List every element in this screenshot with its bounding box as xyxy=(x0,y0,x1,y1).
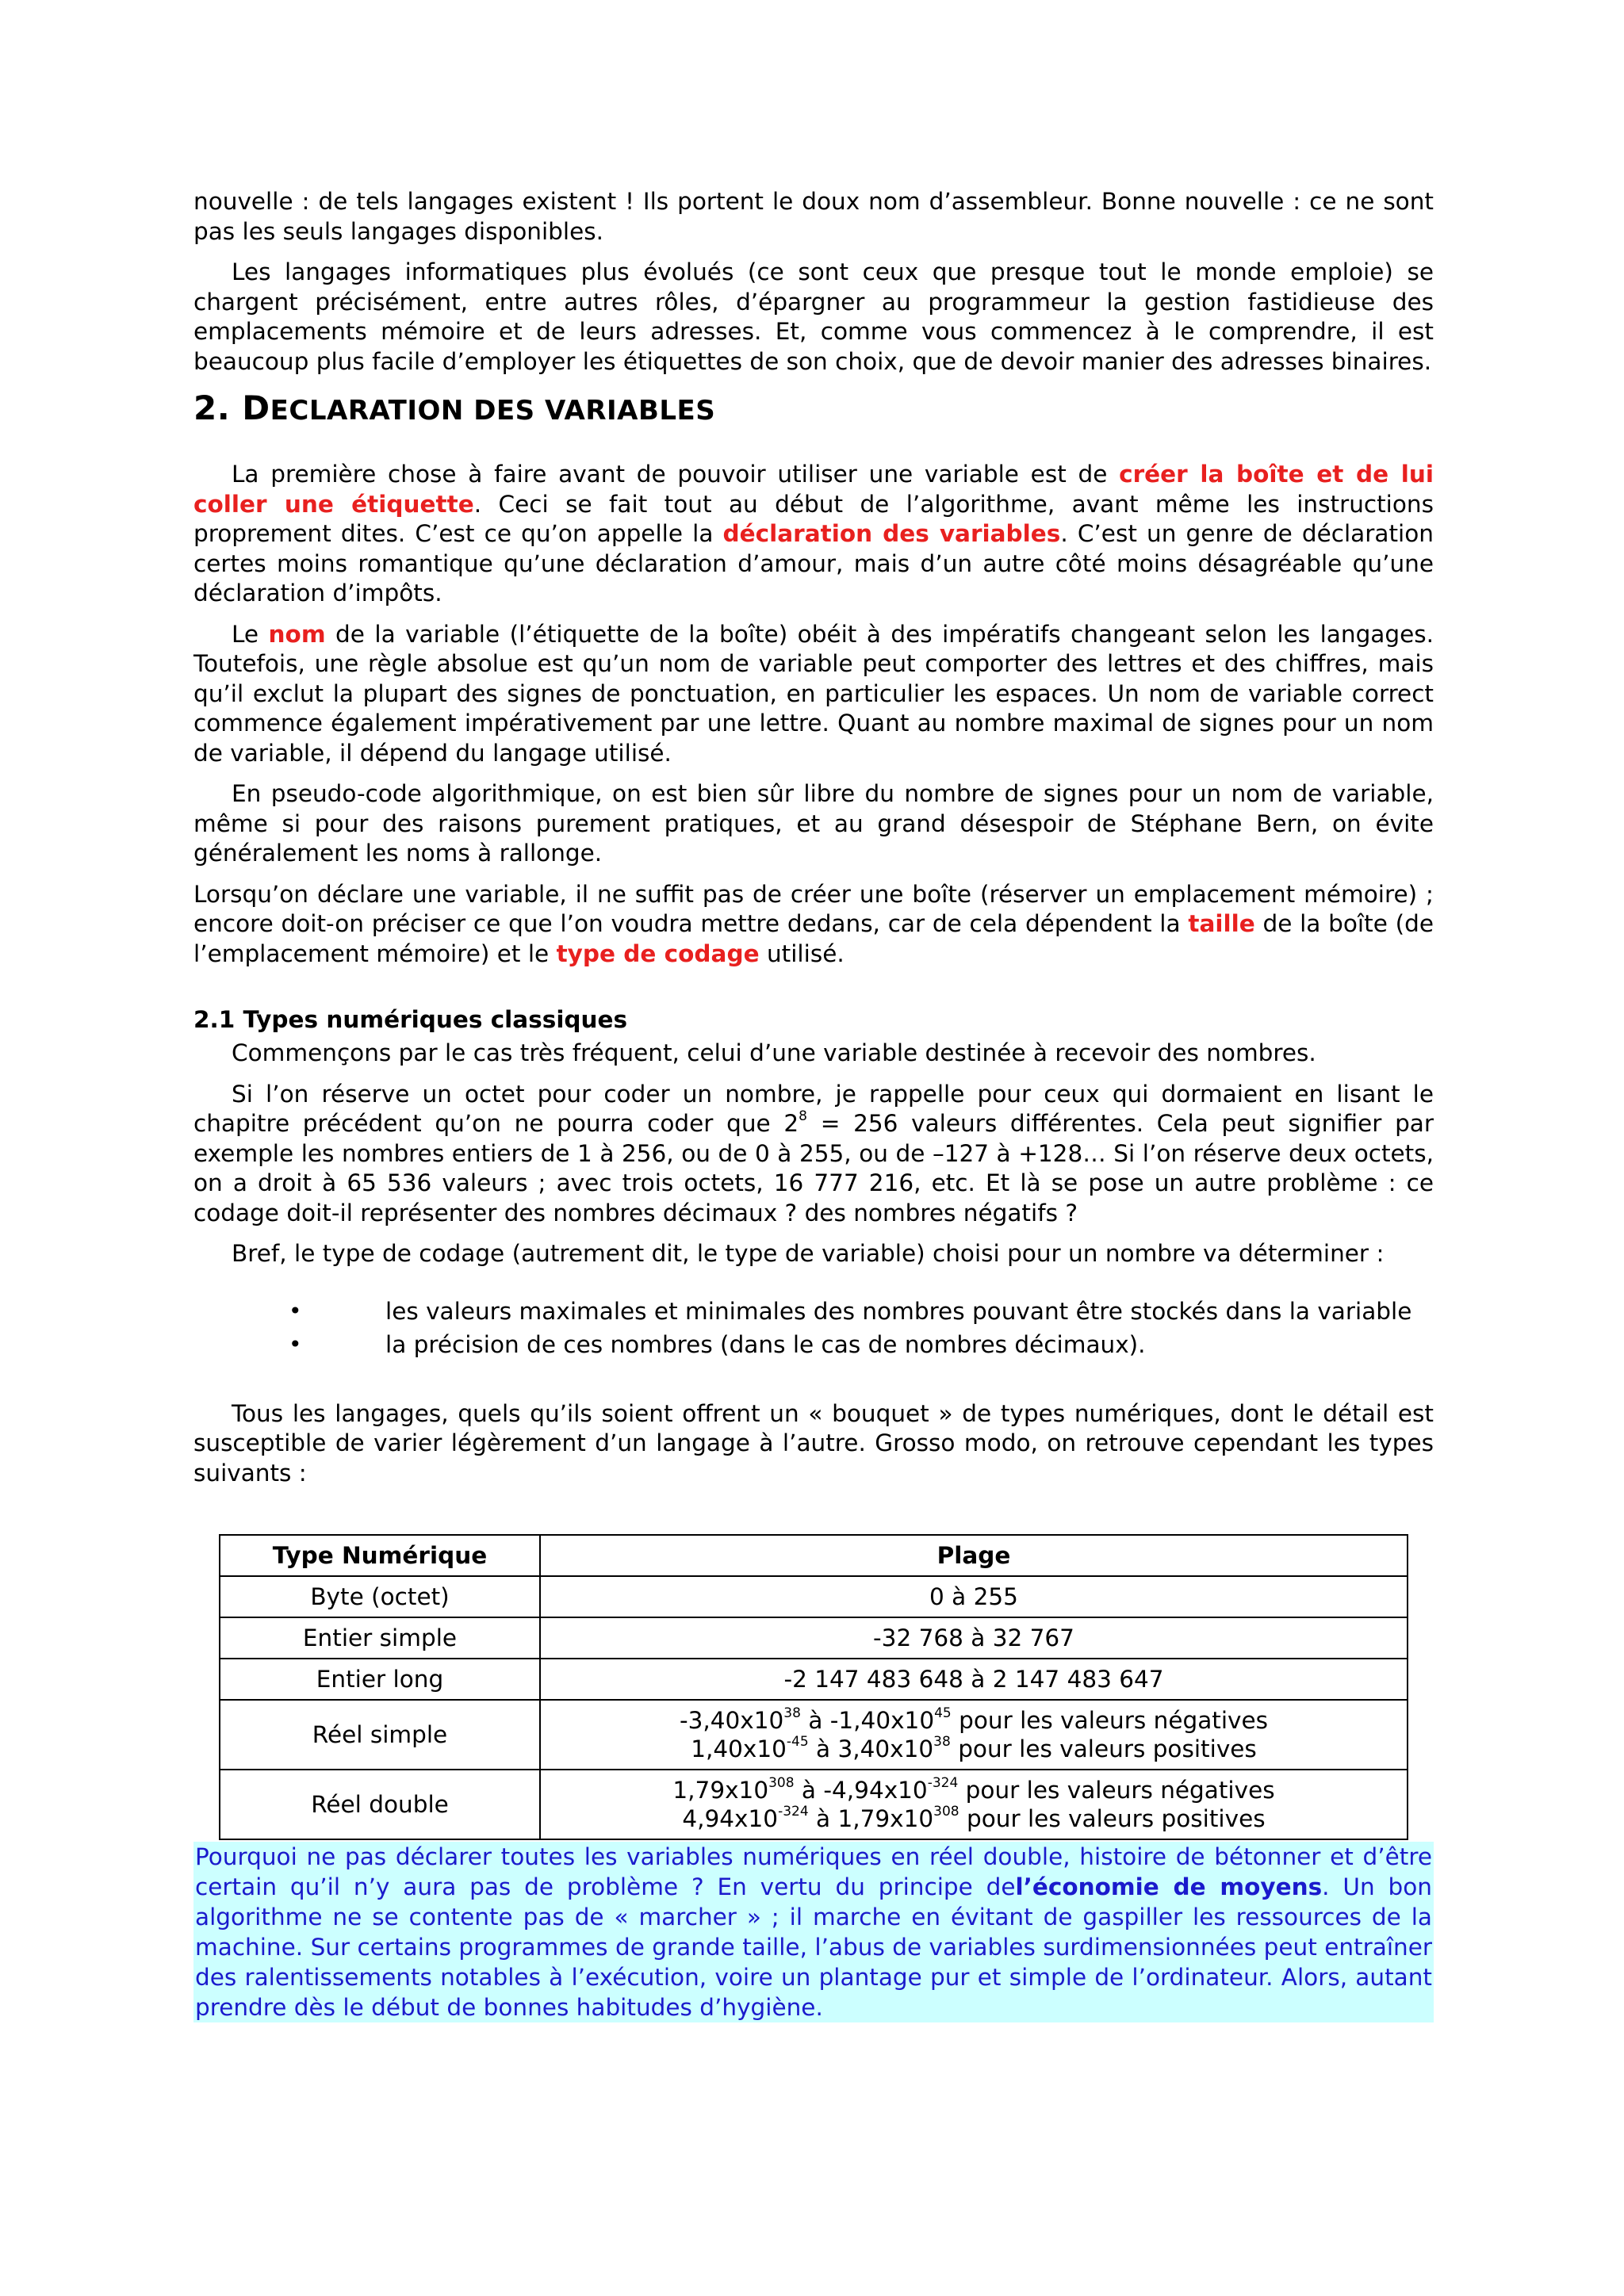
table-row: Réel simple $-3,40x10^{38}$ à $-1,40x10^{45}$ pour les valeurs négatives $1,40x10^{-45}$ à $3,40x10^{38}$ pour les valeurs positives xyxy=(220,1700,1408,1770)
section-heading xyxy=(193,388,1434,431)
highlight-nom: nom xyxy=(268,620,326,648)
table-row: Entier long -2 147 483 648 à 2 147 483 647 xyxy=(220,1659,1408,1700)
table-row: Byte (octet) 0 à 255 xyxy=(220,1576,1408,1617)
highlight-creer-boite: créer la boîte et de lui coller une étiquette xyxy=(193,461,1434,518)
paragraph-intro-2: Les langages informatiques plus évolués (ce sont ceux que presque tout le monde emploie) se chargent précisément, entre autres rôles, d’épargner au programmeur la gestion fastidieuse des emplacements mémoire et de leurs adresses. Et, comme vous commencez à le comprendre, il est beaucoup plus facile d’employer les étiquettes de son choix, que de devoir manier des adresses binaires. xyxy=(193,258,1434,375)
bullet-icon: • xyxy=(289,1297,302,1324)
highlight-declaration: déclaration des variables xyxy=(722,520,1061,547)
list-item: • la précision de ces nombres (dans le cas de nombres décimaux). xyxy=(193,1328,1434,1361)
highlight-taille: taille xyxy=(1188,910,1255,937)
note-emphasis: l’économie de moyens xyxy=(1015,1873,1323,1900)
subsection-heading: 2.1 Types numériques classiques xyxy=(193,1006,628,1033)
paragraph-commencons: Commençons par le cas très fréquent, celui d’une variable destinée à recevoir des nombres. xyxy=(232,1039,1316,1066)
list-item: • les valeurs maximales et minimales des nombres pouvant être stockés dans la variable xyxy=(193,1295,1434,1328)
note-box: Pourquoi ne pas déclarer toutes les variables numériques en réel double, histoire de bétonner et d’être certain qu’il n’y aura pas de problème ? En vertu du principe del’économie de moyens. Un bon algorithme ne se contente pas de « marcher » ; il marche en évitant de gaspiller les ressources de la machine. Sur certains programmes de grande taille, l’abus de variables surdimensionnées peut entraîner des ralentissements notables à l’exécution, voire un plantage pur et simple de l’ordinateur. Alors, autant prendre dès le début de bonnes habitudes d’hygiène. xyxy=(195,1843,1432,2021)
paragraph-bref: Bref, le type de codage (autrement dit, le type de variable) choisi pour un nombre va déterminer : xyxy=(232,1240,1385,1267)
paragraph-nom: Le nom de la variable (l’étiquette de la boîte) obéit à des impératifs changeant selon les langages. Toutefois, une règle absolue est qu’un nom de variable peut comporter des lettres et des chiffres, mais qu’il exclut la plupart des signes de ponctuation, en particulier les espaces. Un nom de variable correct commence également impérativement par une lettre. Quant au nombre maximal de signes pour un nom de variable, il dépend du langage utilisé. xyxy=(193,620,1434,767)
paragraph-intro-1: nouvelle : de tels langages existent ! Ils portent le doux nom d’assembleur. Bonne nouvelle : ce ne sont pas les seuls langages disponibles. xyxy=(193,188,1434,245)
table-header-row xyxy=(220,1535,1408,1576)
header-type: Type Numérique xyxy=(220,1535,540,1576)
document-page xyxy=(193,187,1434,2022)
numeric-types-table xyxy=(219,1534,1408,1840)
bullet-icon: • xyxy=(289,1330,302,1357)
paragraph-pseudo-code: En pseudo-code algorithmique, on est bien sûr libre du nombre de signes pour un nom de variable, même si pour des raisons purement pratiques, et au grand désespoir de Stéphane Bern, on évite généralement les noms à rallonge. xyxy=(193,780,1434,867)
table-row: Réel double $1,79x10^{308}$ à $-4,94x10^{-324}$ pour les valeurs négatives $4,94x10^{-324}$ à $1,79x10^{308}$ pour les valeurs positives xyxy=(220,1770,1408,1839)
bullet-list xyxy=(193,1295,1434,1361)
section-title: ECLARATION DES VARIABLES xyxy=(270,395,716,427)
paragraph-taille: Lorsqu’on déclare une variable, il ne suffit pas de créer une boîte (réserver un emplacement mémoire) ; encore doit-on préciser ce que l’on voudra mettre dedans, car de cela dépendent la taille de la boîte (de l’emplacement mémoire) et le type de codage utilisé. xyxy=(193,880,1434,967)
paragraph-declaration: La première chose à faire avant de pouvoir utiliser une variable est de créer la boîte et de lui coller une étiquette. Ceci se fait tout au début de l’algorithme, avant même les instructions proprement dites. C’est ce qu’on appelle la déclaration des variables. C’est un genre de déclaration certes moins romantique qu’une déclaration d’amour, mais d’un autre côté moins désagréable qu’une déclaration d’impôts. xyxy=(193,461,1434,607)
paragraph-octet: Si l’on réserve un octet pour coder un nombre, je rappelle pour ceux qui dormaient en lisant le chapitre précédent qu’on ne pourra coder que $2^8 = 256$ valeurs différentes. Cela peut signifier par exemple les nombres entiers de 1 à 256, ou de 0 à 255, ou de –127 à +128… Si l’on réserve deux octets, on a droit à 65 536 valeurs ; avec trois octets, 16 777 216, etc. Et là se pose un autre problème : ce codage doit-il représenter des nombres décimaux ? des nombres négatifs ? xyxy=(193,1080,1434,1226)
header-plage: Plage xyxy=(540,1535,1408,1576)
highlight-type-codage: type de codage xyxy=(556,939,760,967)
table-row: Entier simple -32 768 à 32 767 xyxy=(220,1617,1408,1659)
paragraph-bouquet: Tous les langages, quels qu’ils soient offrent un « bouquet » de types numériques, dont le détail est susceptible de varier légèrement d’un langage à l’autre. Grosso modo, on retrouve cependant les types suivants : xyxy=(193,1399,1434,1487)
section-number: 2. D xyxy=(193,388,270,427)
